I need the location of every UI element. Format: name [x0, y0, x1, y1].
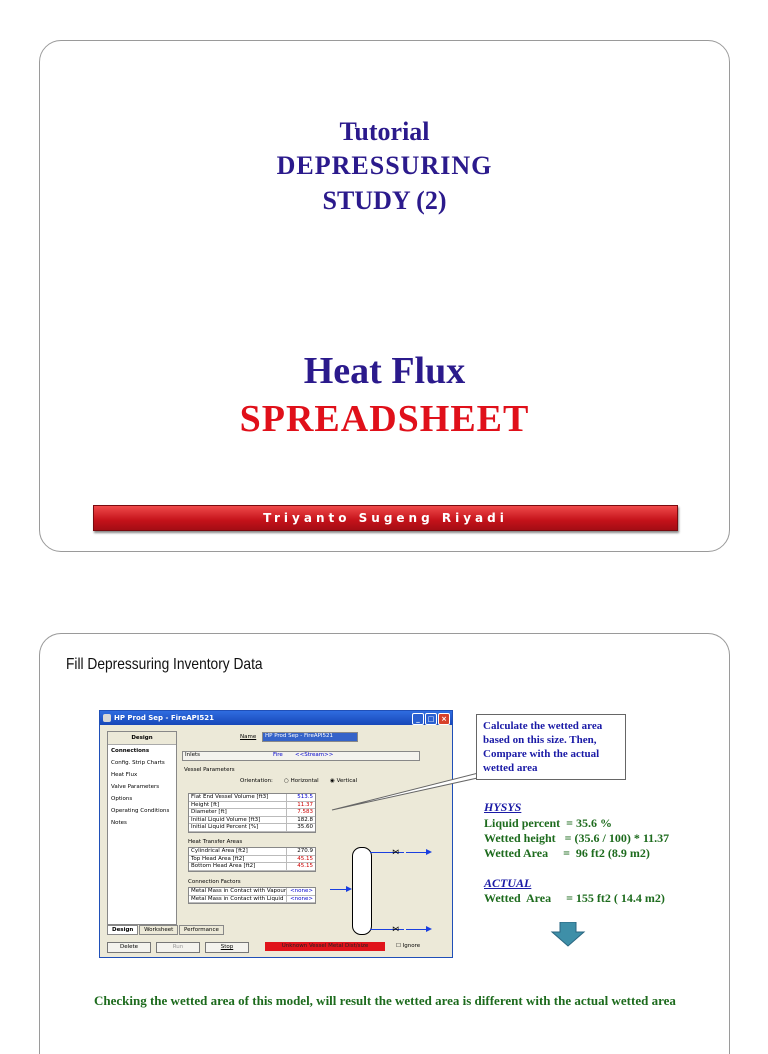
run-button[interactable]: Run: [156, 942, 200, 953]
nav-item-operating-conditions[interactable]: Operating Conditions: [111, 808, 170, 814]
row-label: Diameter [ft]: [191, 809, 227, 815]
hysys-line: Wetted height = (35.6 / 100) * 11.37: [484, 831, 670, 845]
maximize-icon[interactable]: □: [425, 713, 437, 725]
conclusion-note: Checking the wetted area of this model, will result the wetted area is different with the actual wetted area: [94, 993, 676, 1008]
connection-factors-label: Connection Factors: [188, 879, 241, 885]
nav-item-notes[interactable]: Notes: [111, 820, 127, 826]
row-label: Cylindrical Area [ft2]: [191, 848, 248, 854]
nav-item-strip-charts[interactable]: Config. Strip Charts: [111, 760, 165, 766]
window-title: HP Prod Sep - FireAPI521: [114, 714, 214, 722]
nav-item-valve-parameters[interactable]: Valve Parameters: [111, 784, 160, 790]
radio-horizontal[interactable]: ○ Horizontal: [284, 778, 319, 784]
grid-row[interactable]: [189, 856, 315, 864]
radio-vertical-label: Vertical: [336, 778, 358, 784]
row-value[interactable]: 7.583: [286, 809, 315, 816]
minimize-icon[interactable]: _: [412, 713, 424, 725]
hysys-line: Wetted Area = 96 ft2 (8.9 m2): [484, 846, 650, 860]
liquid-outlet-arrow: [406, 929, 426, 930]
row-value[interactable]: <none>: [286, 896, 315, 903]
title-line-depressuring: DEPRESSURING: [276, 151, 493, 180]
grid-row[interactable]: [189, 848, 315, 856]
nav-item-heat-flux[interactable]: Heat Flux: [111, 772, 138, 778]
radio-horizontal-label: Horizontal: [290, 778, 319, 784]
content-slide: [39, 633, 730, 1054]
vertical-vessel-icon: [352, 847, 372, 935]
row-value[interactable]: 270.9: [286, 848, 315, 855]
row-value[interactable]: <none>: [286, 888, 315, 895]
inlets-label: Inlets: [185, 752, 201, 758]
row-label: Height [ft]: [191, 801, 220, 808]
design-nav-header: Design: [108, 732, 176, 745]
arrowhead-icon: [426, 926, 432, 932]
status-warning-bar: Unknown Vessel Metal Dist/size: [265, 942, 385, 951]
ignore-checkbox[interactable]: ☐ Ignore: [396, 943, 421, 949]
slide-heading: Fill Depressuring Inventory Data: [66, 656, 263, 673]
row-value[interactable]: 35.60: [286, 824, 315, 831]
nav-item-options[interactable]: Options: [111, 796, 133, 802]
nav-item-connections[interactable]: Connections: [111, 748, 150, 754]
vapour-outlet-arrow: [406, 852, 426, 853]
title-line-study: STUDY (2): [322, 186, 447, 215]
arrowhead-icon: [426, 849, 432, 855]
title-slide: [39, 40, 730, 552]
heat-areas-label: Heat Transfer Areas: [188, 839, 243, 845]
tab-performance[interactable]: Performance: [179, 925, 224, 935]
down-arrow-icon: [550, 922, 586, 948]
row-value[interactable]: 513.5: [286, 794, 315, 801]
callout-box: Calculate the wetted area based on this size. Then, Compare with the actual wetted area: [476, 714, 626, 780]
name-field[interactable]: HP Prod Sep - FireAPI521: [262, 732, 358, 742]
close-icon[interactable]: ×: [438, 713, 450, 725]
heading-spreadsheet: SPREADSHEET: [239, 398, 530, 440]
row-value[interactable]: 182.8: [286, 817, 315, 824]
heading-heat-flux: Heat Flux: [303, 350, 466, 392]
author-banner: Triyanto Sugeng Riyadi: [93, 505, 678, 531]
stop-button[interactable]: Stop: [205, 942, 249, 953]
hysys-line: Liquid percent = 35.6 %: [484, 816, 612, 830]
title-line-tutorial: Tutorial: [339, 117, 430, 146]
row-label: Top Head Area [ft2]: [191, 855, 245, 862]
actual-line: Wetted Area = 155 ft2 ( 14.4 m2): [484, 891, 665, 905]
orientation-label: Orientation:: [240, 778, 273, 784]
delete-button[interactable]: Delete: [107, 942, 151, 953]
tab-worksheet[interactable]: Worksheet: [139, 925, 178, 935]
row-value[interactable]: 45.15: [286, 863, 315, 870]
row-label: Metal Mass in Contact with Vapour: [191, 888, 287, 894]
grid-row[interactable]: [189, 888, 315, 896]
valve-icon: ⋈: [392, 848, 399, 856]
radio-vertical[interactable]: ◉ Vertical: [330, 778, 358, 784]
tab-design[interactable]: Design: [107, 925, 138, 935]
row-label: Initial Liquid Percent [%]: [191, 824, 259, 830]
row-value[interactable]: 11.37: [286, 802, 315, 809]
row-label: Metal Mass in Contact with Liquid: [191, 895, 284, 902]
name-label: Name: [240, 734, 257, 740]
inlet-fire[interactable]: Fire: [273, 752, 283, 758]
tab-row: [107, 925, 223, 935]
grid-row[interactable]: [189, 863, 315, 871]
arrowhead-icon: [346, 886, 352, 892]
row-label: Bottom Head Area [ft2]: [191, 863, 256, 869]
heat-transfer-grid: [188, 847, 316, 872]
actual-title: ACTUAL: [484, 876, 532, 890]
grid-row[interactable]: [189, 896, 315, 904]
inlet-line: [330, 889, 346, 890]
connection-factors-grid: [188, 887, 316, 904]
valve-icon: ⋈: [392, 925, 399, 933]
row-label: Flat End Vessel Volume [ft3]: [191, 794, 269, 800]
row-value[interactable]: 45.15: [286, 856, 315, 863]
row-label: Initial Liquid Volume [ft3]: [191, 816, 261, 823]
hysys-title: HYSYS: [484, 800, 522, 814]
vessel-params-label: Vessel Parameters: [184, 767, 235, 773]
ignore-label: Ignore: [402, 943, 421, 949]
inlet-stream[interactable]: <<Stream>>: [295, 752, 334, 758]
